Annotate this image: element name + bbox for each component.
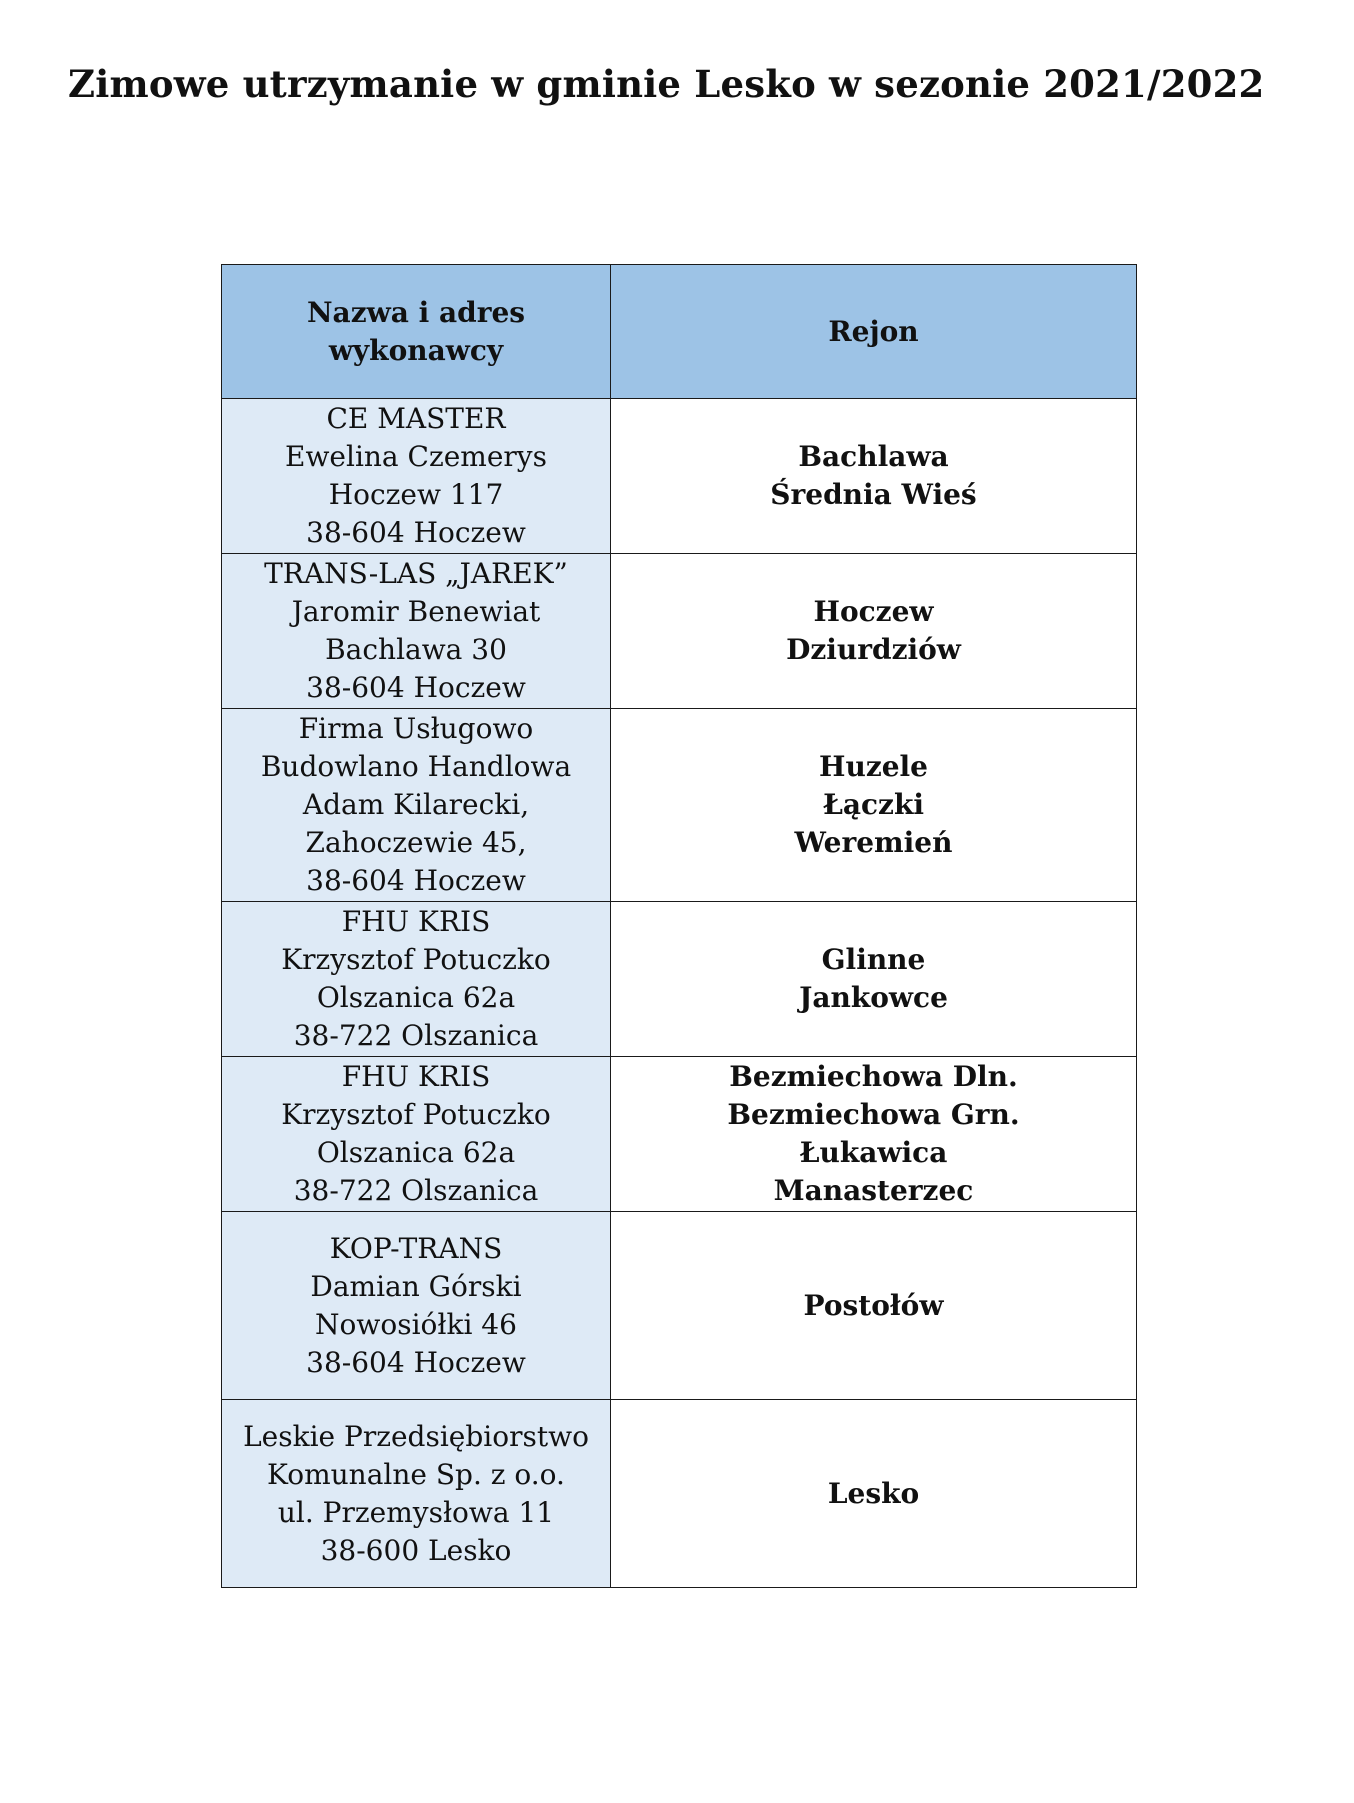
page-title: Zimowe utrzymanie w gminie Lesko w sezonie 2021/2022 — [68, 62, 1265, 106]
region-line: Bachlawa — [798, 440, 949, 473]
region-line: Huzele — [819, 750, 928, 783]
contractor-cell — [222, 1212, 611, 1400]
header-contractor — [222, 265, 611, 399]
region-line: Weremień — [794, 826, 953, 859]
region-line: Łukawica — [799, 1136, 948, 1169]
contractor-line: Bachlawa 30 — [325, 633, 507, 666]
region-cell — [611, 1400, 1137, 1588]
table-header-row — [222, 265, 1137, 399]
region-cell — [611, 1057, 1137, 1212]
contractor-cell — [222, 709, 611, 902]
region-line: Hoczew — [813, 595, 934, 628]
contractor-line: 38-604 Hoczew — [306, 1345, 526, 1379]
contractor-line: 38-604 Hoczew — [306, 864, 526, 897]
header-contractor-line: Nazwa i adres — [306, 295, 526, 329]
region-cell — [611, 902, 1137, 1057]
contractor-line: Zahoczewie 45, — [305, 826, 527, 859]
region-line: Jankowce — [799, 981, 948, 1014]
region-line: Dziurdziów — [786, 633, 961, 666]
region-line: Łączki — [822, 788, 924, 821]
contractor-cell — [222, 902, 611, 1057]
contractor-cell — [222, 1057, 611, 1212]
region-line: Lesko — [827, 1476, 920, 1510]
header-region: Rejon — [611, 265, 1137, 399]
table-row — [222, 399, 1137, 554]
contractor-line: CE MASTER — [326, 402, 506, 435]
contractors-table — [221, 264, 1137, 1588]
contractor-line: 38-604 Hoczew — [306, 671, 526, 704]
region-cell — [611, 399, 1137, 554]
contractor-line: Jaromir Benewiat — [291, 595, 541, 628]
contractor-line: TRANS-LAS „JAREK” — [264, 557, 568, 590]
contractor-line: Olszanica 62a — [316, 981, 516, 1014]
region-cell — [611, 709, 1137, 902]
contractor-line: KOP-TRANS — [329, 1231, 503, 1265]
contractor-line: Budowlano Handlowa — [260, 750, 572, 783]
contractor-line: Ewelina Czemerys — [285, 440, 547, 473]
contractor-line: Adam Kilarecki, — [302, 788, 530, 821]
contractor-cell — [222, 554, 611, 709]
contractor-line: FHU KRIS — [341, 905, 491, 938]
contractor-line: Hoczew 117 — [328, 478, 504, 511]
contractor-line: FHU KRIS — [341, 1060, 491, 1093]
contractor-cell — [222, 1400, 611, 1588]
contractor-line: Krzysztof Potuczko — [281, 943, 551, 976]
contractor-line: Olszanica 62a — [316, 1136, 516, 1169]
header-contractor-line: wykonawcy — [328, 333, 504, 367]
table-row — [222, 554, 1137, 709]
region-cell — [611, 554, 1137, 709]
contractor-line: 38-600 Lesko — [320, 1533, 512, 1567]
table-row — [222, 1400, 1137, 1588]
contractor-cell — [222, 399, 611, 554]
region-line: Bezmiechowa Dln. — [729, 1060, 1018, 1093]
region-cell — [611, 1212, 1137, 1400]
contractor-line: 38-722 Olszanica — [293, 1019, 539, 1052]
contractor-line: Firma Usługowo — [298, 712, 534, 745]
table-row — [222, 709, 1137, 902]
table-row — [222, 1212, 1137, 1400]
region-line: Manasterzec — [773, 1174, 974, 1207]
region-line: Glinne — [821, 943, 926, 976]
contractor-line: Damian Górski — [310, 1269, 522, 1303]
region-line: Średnia Wieś — [770, 478, 977, 511]
table-row — [222, 902, 1137, 1057]
contractor-line: 38-604 Hoczew — [306, 516, 526, 549]
contractor-line: 38-722 Olszanica — [293, 1174, 539, 1207]
contractor-line: Leskie Przedsiębiorstwo — [243, 1419, 589, 1453]
table-row — [222, 1057, 1137, 1212]
contractor-line: ul. Przemysłowa 11 — [277, 1495, 555, 1529]
contractor-line: Nowosiółki 46 — [315, 1307, 517, 1341]
contractor-line: Krzysztof Potuczko — [281, 1098, 551, 1131]
region-line: Bezmiechowa Grn. — [727, 1098, 1020, 1131]
contractor-line: Komunalne Sp. z o.o. — [267, 1457, 565, 1491]
region-line: Postołów — [803, 1288, 944, 1322]
table-body — [222, 399, 1137, 1588]
